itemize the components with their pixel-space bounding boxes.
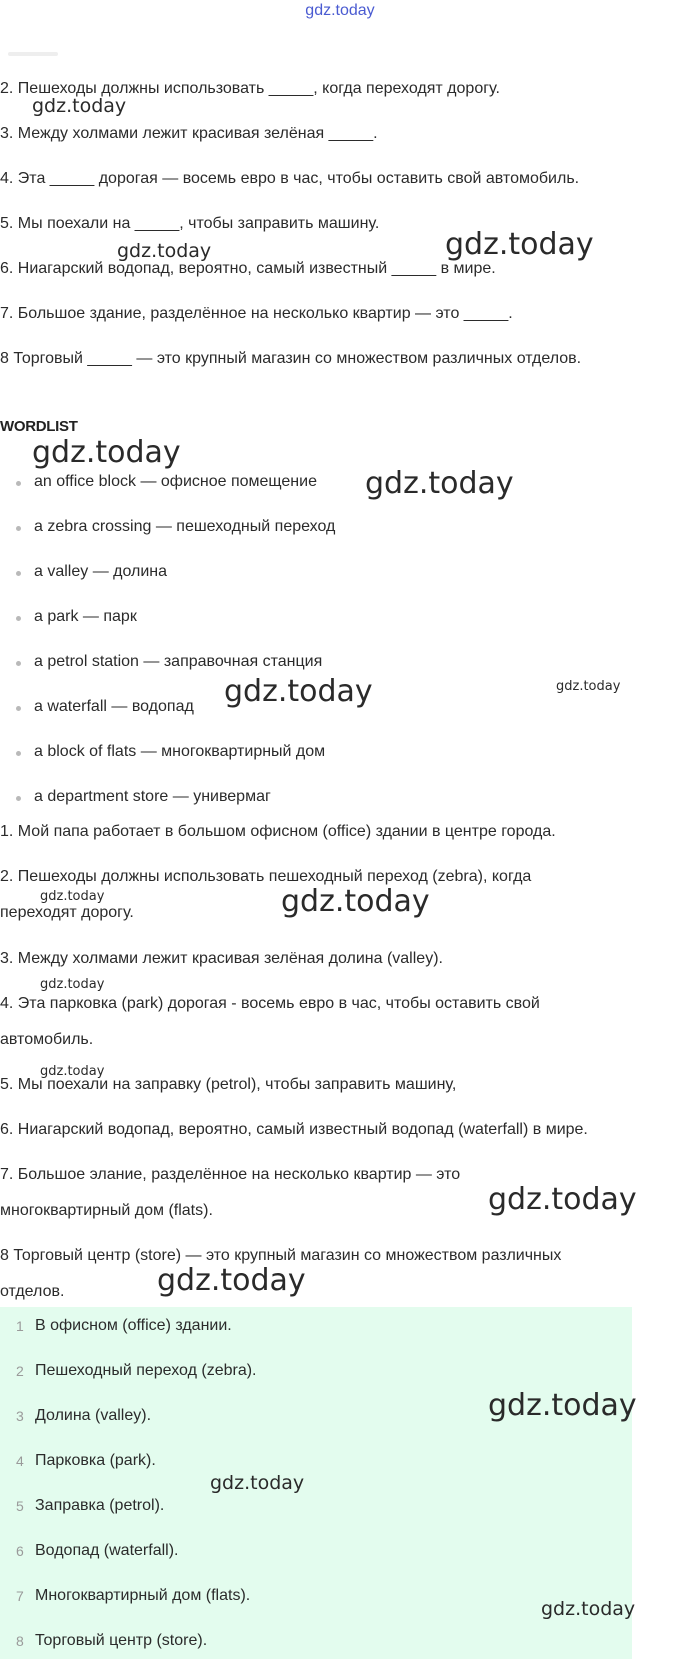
watermark: gdz.today <box>40 977 105 992</box>
bullet <box>16 706 21 711</box>
answer-line: автомобиль. <box>0 1031 94 1048</box>
wordlist-item: a waterfall — водопад <box>34 698 194 715</box>
watermark: gdz.today <box>117 240 212 262</box>
wordlist-heading: WORDLIST <box>0 418 78 435</box>
question-8: 8 Торговый _____ — это крупный магазин со множеством различных отделов. <box>0 350 582 367</box>
short-answers-box <box>0 1307 632 1659</box>
watermark: gdz.today <box>365 466 514 501</box>
list-number: 5 <box>16 1498 24 1514</box>
answer-line: отделов. <box>0 1283 65 1300</box>
watermark: gdz.today <box>281 884 430 919</box>
watermark: gdz.today <box>40 1064 105 1079</box>
list-number: 4 <box>16 1453 24 1469</box>
list-number: 6 <box>16 1543 24 1559</box>
answer-line: 5. Мы поехали на заправку (petrol), чтобы заправить машину, <box>0 1076 457 1093</box>
question-7: 7. Большое здание, разделённое на несколько квартир — это _____. <box>0 305 513 322</box>
wordlist-item: a valley — долина <box>34 563 168 580</box>
watermark: gdz.today <box>32 95 127 117</box>
watermark: gdz.today <box>157 1263 306 1298</box>
bullet <box>16 751 21 756</box>
list-number: 2 <box>16 1363 24 1379</box>
answer-line: 2. Пешеходы должны использовать пешеходный переход (zebra), когда <box>0 868 532 885</box>
answer-line: 1. Мой папа работает в большом офисном (office) здании в центре города. <box>0 823 556 840</box>
watermark: gdz.today <box>488 1182 637 1217</box>
list-item: Многоквартирный дом (flats). <box>35 1587 251 1604</box>
list-item: Торговый центр (store). <box>35 1632 208 1649</box>
divider <box>8 52 58 56</box>
list-number: 7 <box>16 1588 24 1604</box>
bullet <box>16 526 21 531</box>
answer-line: 4. Эта парковка (park) дорогая - восемь евро в час, чтобы оставить свой <box>0 995 540 1012</box>
question-5: 5. Мы поехали на _____, чтобы заправить машину. <box>0 215 380 232</box>
answer-line: 8 Торговый центр (store) — это крупный магазин со множеством различных <box>0 1247 562 1264</box>
answer-line: многоквартирный дом (flats). <box>0 1202 213 1219</box>
watermark: gdz.today <box>541 1598 636 1620</box>
watermark: gdz.today <box>445 227 594 262</box>
wordlist-item: an office block — офисное помещение <box>34 473 317 490</box>
wordlist-item: a park — парк <box>34 608 137 625</box>
wordlist-item: a petrol station — заправочная станция <box>34 653 323 670</box>
site-link[interactable]: gdz.today <box>305 2 375 19</box>
watermark: gdz.today <box>556 679 621 694</box>
list-item: Парковка (park). <box>35 1452 156 1469</box>
wordlist-item: a block of flats — многоквартирный дом <box>34 743 326 760</box>
list-item: Водопад (waterfall). <box>35 1542 179 1559</box>
list-number: 3 <box>16 1408 24 1424</box>
watermark: gdz.today <box>32 435 181 470</box>
wordlist-item: a zebra crossing — пешеходный переход <box>34 518 336 535</box>
answer-line: 7. Большое элание, разделённое на несколько квартир — это <box>0 1166 461 1183</box>
bullet <box>16 481 21 486</box>
watermark: gdz.today <box>40 889 105 904</box>
answer-line: переходят дорогу. <box>0 904 134 921</box>
list-number: 1 <box>16 1318 24 1334</box>
list-item: Пешеходный переход (zebra). <box>35 1362 257 1379</box>
question-4: 4. Эта _____ дорогая — восемь евро в час, чтобы оставить свой автомобиль. <box>0 170 580 187</box>
list-item: Долина (valley). <box>35 1407 152 1424</box>
question-2: 2. Пешеходы должны использовать _____, когда переходят дорогу. <box>0 80 500 97</box>
list-item: Заправка (petrol). <box>35 1497 165 1514</box>
bullet <box>16 796 21 801</box>
wordlist-item: a department store — универмаг <box>34 788 271 805</box>
answer-line: 6. Ниагарский водопад, вероятно, самый известный водопад (waterfall) в мире. <box>0 1121 588 1138</box>
watermark: gdz.today <box>210 1472 305 1494</box>
bullet <box>16 571 21 576</box>
list-item: В офисном (office) здании. <box>35 1317 232 1334</box>
bullet <box>16 616 21 621</box>
watermark: gdz.today <box>224 674 373 709</box>
list-number: 8 <box>16 1633 24 1649</box>
watermark: gdz.today <box>488 1388 637 1423</box>
bullet <box>16 661 21 666</box>
answer-line: 3. Между холмами лежит красивая зелёная долина (valley). <box>0 950 443 967</box>
question-3: 3. Между холмами лежит красивая зелёная _____. <box>0 125 378 142</box>
question-6: 6. Ниагарский водопад, вероятно, самый известный _____ в мире. <box>0 260 496 277</box>
